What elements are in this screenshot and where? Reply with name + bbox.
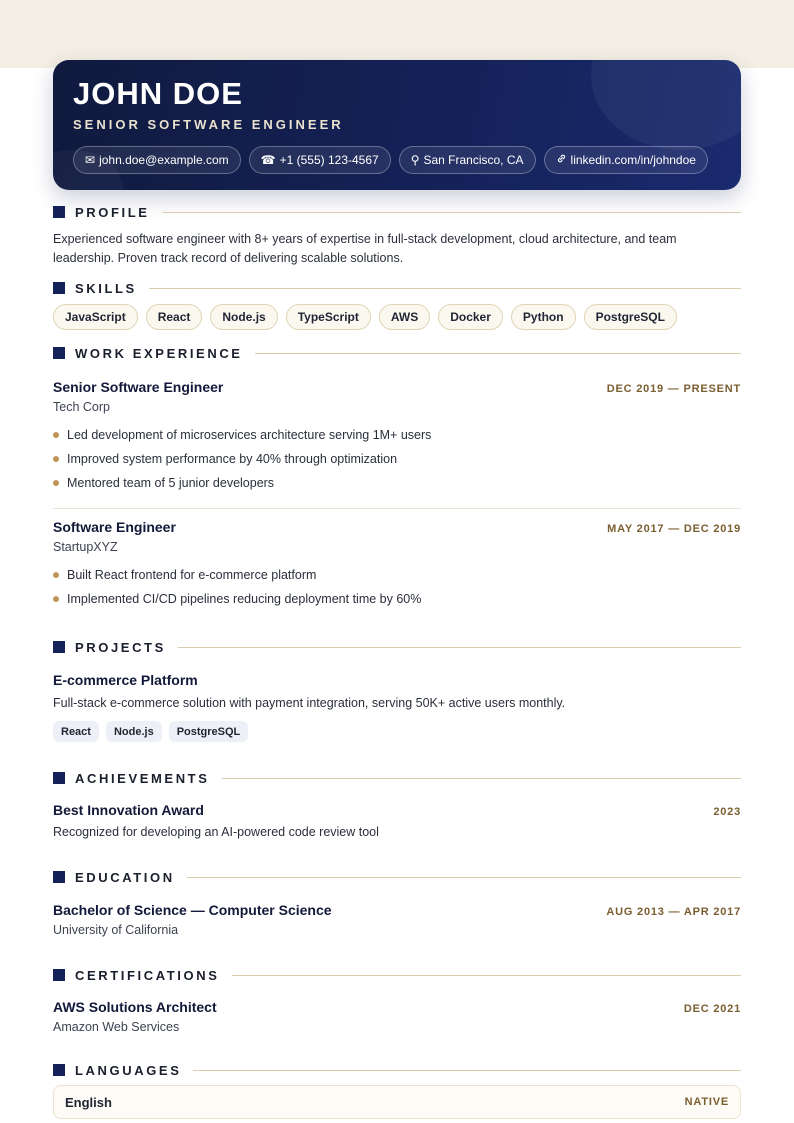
section-divider	[232, 975, 742, 976]
language-name: English	[65, 1094, 112, 1110]
job-bullets	[53, 563, 741, 611]
job-title: Senior Software Engineer	[53, 379, 224, 395]
contact-list	[73, 146, 708, 174]
skill-chip: Python	[511, 304, 576, 330]
contact-location-text: San Francisco, CA	[423, 153, 524, 167]
section-marker-icon	[53, 1064, 65, 1076]
location-pin-icon: ⚲	[410, 153, 420, 167]
education-section	[53, 869, 741, 885]
language-entry	[53, 1085, 741, 1119]
skills-list	[53, 304, 741, 330]
language-level: NATIVE	[684, 1096, 729, 1108]
section-marker-icon	[53, 641, 65, 653]
certification-header	[53, 999, 741, 1015]
bullet-text: Built React frontend for e-commerce platform	[67, 568, 317, 582]
project-description: Full-stack e-commerce solution with payment integration, serving 50K+ active users monthly.	[53, 696, 566, 710]
section-marker-icon	[53, 772, 65, 784]
section-title: CERTIFICATIONS	[75, 967, 220, 983]
section-marker-icon	[53, 969, 65, 981]
education-entry	[53, 902, 741, 937]
bullet-dot-icon	[53, 596, 59, 602]
section-divider	[178, 647, 741, 648]
contact-location	[399, 146, 536, 174]
achievement-year: 2023	[713, 806, 741, 818]
project-tech-tags	[53, 721, 741, 742]
certification-entry	[53, 999, 741, 1034]
job-header	[53, 379, 741, 395]
job-entry	[53, 519, 741, 611]
bullet-text: Improved system performance by 40% through optimization	[67, 452, 398, 466]
certifications-section	[53, 967, 741, 983]
bullet-dot-icon	[53, 432, 59, 438]
job-separator	[53, 508, 741, 509]
section-title: EDUCATION	[75, 869, 175, 885]
list-item	[53, 423, 741, 447]
company-name: StartupXYZ	[53, 540, 118, 554]
achievement-header	[53, 802, 741, 818]
section-header	[53, 869, 741, 885]
section-header	[53, 1062, 741, 1078]
section-divider	[255, 353, 741, 354]
experience-section	[53, 345, 741, 361]
skill-chip: JavaScript	[53, 304, 138, 330]
certification-name: AWS Solutions Architect	[53, 999, 217, 1015]
section-marker-icon	[53, 282, 65, 294]
section-header	[53, 345, 741, 361]
tech-tag: React	[53, 721, 99, 742]
section-marker-icon	[53, 206, 65, 218]
bullet-dot-icon	[53, 572, 59, 578]
section-divider	[222, 778, 742, 779]
profile-summary: Experienced software engineer with 8+ years of expertise in full-stack development, cloud architecture, and team leadership. Proven track record of delivering scalable solutions.	[53, 232, 677, 265]
bullet-dot-icon	[53, 480, 59, 486]
skill-chip: AWS	[379, 304, 430, 330]
resume-header	[53, 60, 741, 190]
achievement-title: Best Innovation Award	[53, 802, 204, 818]
achievement-entry	[53, 802, 741, 842]
bullet-text: Led development of microservices architecture serving 1M+ users	[67, 428, 432, 442]
project-entry	[53, 672, 741, 742]
section-header	[53, 639, 741, 655]
section-title: PROJECTS	[75, 639, 166, 655]
skill-chip: React	[146, 304, 203, 330]
bullet-dot-icon	[53, 456, 59, 462]
skills-section	[53, 280, 741, 330]
languages-section	[53, 1062, 741, 1078]
company-name: Tech Corp	[53, 400, 110, 414]
header-decor-circle	[591, 60, 741, 150]
section-title: LANGUAGES	[75, 1062, 182, 1078]
job-title: Software Engineer	[53, 519, 176, 535]
achievements-section	[53, 770, 741, 786]
job-bullets	[53, 423, 741, 495]
candidate-name: JOHN DOE	[73, 76, 243, 111]
section-divider	[187, 877, 741, 878]
list-item	[53, 447, 741, 471]
section-title: ACHIEVEMENTS	[75, 770, 210, 786]
contact-linkedin-text: linkedin.com/in/johndoe	[570, 153, 696, 167]
section-header	[53, 204, 741, 220]
section-title: PROFILE	[75, 204, 150, 220]
section-header	[53, 967, 741, 983]
education-dates: AUG 2013 — APR 2017	[606, 906, 741, 918]
skill-chip: Docker	[438, 304, 503, 330]
job-dates: MAY 2017 — DEC 2019	[607, 523, 741, 535]
section-marker-icon	[53, 347, 65, 359]
list-item	[53, 587, 741, 611]
section-header	[53, 770, 741, 786]
skill-chip: PostgreSQL	[584, 304, 677, 330]
candidate-title: SENIOR SOFTWARE ENGINEER	[73, 117, 344, 132]
skill-chip: Node.js	[210, 304, 277, 330]
job-header	[53, 519, 741, 535]
top-background-band	[0, 0, 794, 68]
contact-phone[interactable]	[249, 146, 391, 174]
certification-date: DEC 2021	[683, 1003, 741, 1015]
section-marker-icon	[53, 871, 65, 883]
profile-section	[53, 204, 741, 268]
section-divider	[162, 212, 741, 213]
section-title: WORK EXPERIENCE	[75, 345, 243, 361]
job-dates: DEC 2019 — PRESENT	[606, 383, 741, 395]
contact-linkedin[interactable]	[544, 146, 708, 174]
phone-icon: ☎	[260, 153, 276, 167]
bullet-text: Implemented CI/CD pipelines reducing deployment time by 60%	[67, 592, 422, 606]
project-name: E-commerce Platform	[53, 672, 198, 688]
section-divider	[193, 1070, 741, 1071]
achievement-description: Recognized for developing an AI-powered code review tool	[53, 825, 379, 839]
certification-issuer: Amazon Web Services	[53, 1020, 180, 1034]
contact-email[interactable]	[73, 146, 241, 174]
degree-name: Bachelor of Science — Computer Science	[53, 902, 332, 918]
tech-tag: PostgreSQL	[169, 721, 249, 742]
job-entry	[53, 379, 741, 495]
section-title: SKILLS	[75, 280, 137, 296]
bullet-text: Mentored team of 5 junior developers	[67, 476, 275, 490]
skill-chip: TypeScript	[286, 304, 371, 330]
language-card	[53, 1085, 741, 1119]
projects-section	[53, 639, 741, 655]
education-header	[53, 902, 741, 918]
contact-email-text: john.doe@example.com	[99, 153, 229, 167]
link-icon	[556, 153, 567, 167]
list-item	[53, 563, 741, 587]
section-header	[53, 280, 741, 296]
list-item	[53, 471, 741, 495]
envelope-icon: ✉	[85, 153, 96, 167]
section-divider	[149, 288, 741, 289]
contact-phone-text: +1 (555) 123-4567	[279, 153, 379, 167]
school-name: University of California	[53, 923, 179, 937]
tech-tag: Node.js	[106, 721, 162, 742]
